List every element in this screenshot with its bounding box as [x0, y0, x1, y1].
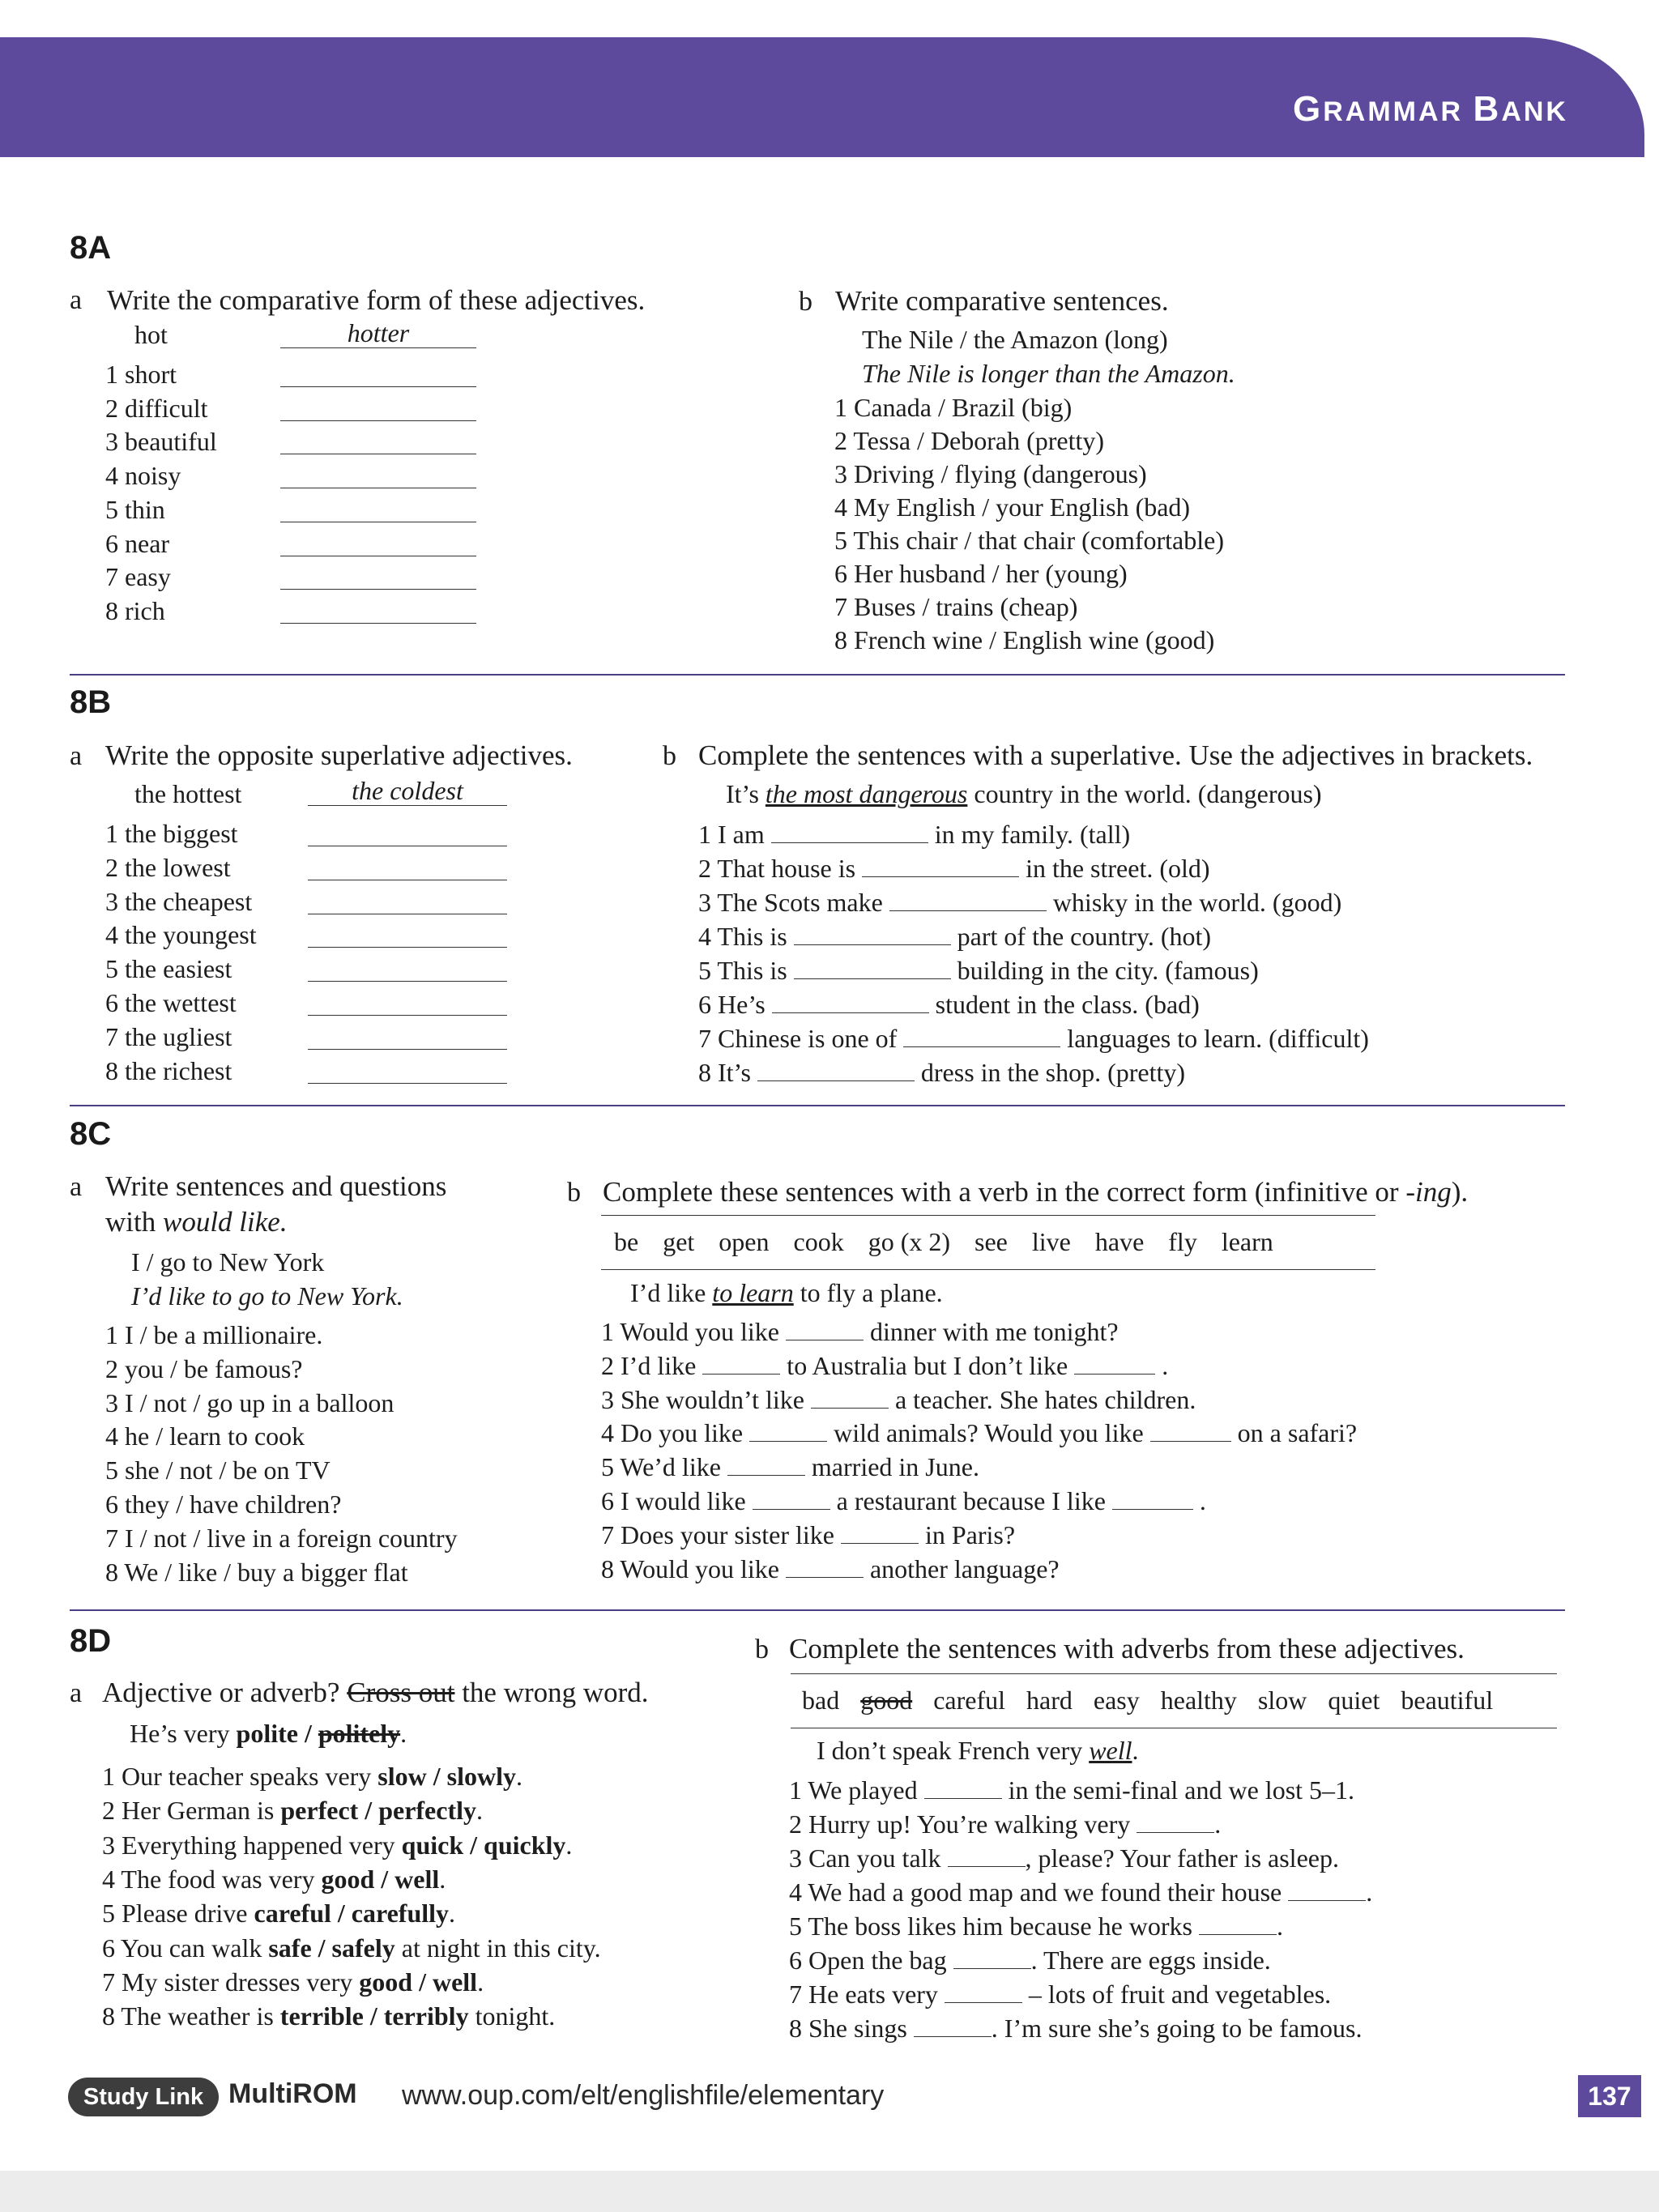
list-item: [698, 1024, 1369, 1054]
answer-blank[interactable]: [948, 1845, 1026, 1867]
list-item: 5 the easiest: [105, 954, 232, 984]
example-answer: the most dangerous: [765, 779, 968, 808]
answer-line[interactable]: [280, 487, 476, 488]
answer-blank[interactable]: [889, 889, 1047, 911]
list-item: 8 We / like / buy a bigger flat: [105, 1557, 408, 1587]
item-text: .: [1199, 1486, 1206, 1515]
example-answer: the coldest: [308, 776, 507, 806]
word-box-item: see: [975, 1227, 1008, 1256]
example-prompt: The Nile / the Amazon (long): [862, 325, 1168, 354]
study-link-badge: Study Link: [68, 2078, 219, 2116]
item-text: in the semi-final and we lost 5–1.: [1008, 1775, 1355, 1805]
option-word: quick: [401, 1830, 464, 1860]
item-text: 5 This is: [698, 956, 787, 985]
list-item: 6 they / have children?: [105, 1490, 342, 1519]
answer-line[interactable]: [308, 1048, 507, 1050]
list-item: 3 the cheapest: [105, 886, 253, 916]
list-item: [102, 1865, 446, 1894]
item-text: 8 The weather is: [102, 2001, 280, 2031]
answer-blank[interactable]: [1150, 1420, 1231, 1442]
item-text: a teacher. She hates children.: [894, 1384, 1196, 1414]
item-text: 3 Everything happened very: [102, 1830, 402, 1860]
item-text: part of the country. (hot): [957, 922, 1212, 951]
item-text: wild animals? Would you like: [834, 1418, 1144, 1448]
example-sentence: I’d like to learn to fly a plane.: [630, 1278, 943, 1307]
answer-line[interactable]: [280, 555, 476, 556]
answer-blank[interactable]: [924, 1777, 1002, 1799]
answer-blank[interactable]: [702, 1353, 780, 1375]
exercise-instruction: Write sentences and questions: [105, 1170, 447, 1202]
word-box-item: careful: [933, 1686, 1006, 1715]
list-item: [789, 1980, 1331, 2010]
item-text: .: [565, 1830, 573, 1860]
list-item: [789, 1843, 1339, 1873]
item-text: 6 He’s: [698, 990, 766, 1019]
list-item: 2 Tessa / Deborah (pretty): [834, 426, 1105, 455]
exercise-instruction: Write the opposite superlative adjectives.: [105, 739, 573, 771]
option-separator: /: [412, 1967, 433, 1997]
item-text: 1 Our teacher speaks very: [102, 1762, 378, 1791]
answer-line[interactable]: [308, 845, 507, 846]
list-item: [789, 1775, 1354, 1805]
item-text: 7 My sister dresses very: [102, 1967, 360, 1997]
list-item: [601, 1351, 1168, 1381]
list-item: 6 Her husband / her (young): [834, 559, 1128, 588]
list-item: [789, 1946, 1271, 1975]
item-text: in Paris?: [924, 1519, 1016, 1549]
exercise-instruction-line-2: with would like.: [105, 1206, 288, 1238]
exercise-instruction: Write comparative sentences.: [835, 285, 1169, 317]
option-word: well: [394, 1864, 440, 1894]
scan-edge-shade: [0, 2171, 1659, 2212]
section-divider: [70, 674, 1565, 676]
list-item: 7 easy: [105, 562, 171, 592]
example-answer: I’d like to go to New York.: [131, 1281, 403, 1311]
item-text: 1 We played: [789, 1775, 918, 1805]
word-box-item: good: [860, 1686, 913, 1715]
list-item: 3 Driving / flying (dangerous): [834, 459, 1147, 488]
exercise-letter: b: [799, 287, 812, 317]
list-item: 1 short: [105, 360, 177, 389]
answer-blank[interactable]: [786, 1319, 864, 1340]
word-box-item: have: [1094, 1227, 1145, 1256]
list-item: 1 the biggest: [105, 819, 238, 848]
item-text: .: [515, 1762, 522, 1791]
footer-url[interactable]: www.oup.com/elt/englishfile/elementary: [402, 2080, 885, 2111]
answer-line[interactable]: [308, 980, 507, 982]
list-item: [601, 1418, 1357, 1448]
answer-blank[interactable]: [953, 1947, 1031, 1969]
option-separator: /: [358, 1796, 379, 1826]
list-item: [601, 1520, 1015, 1550]
item-text: 8 Would you like: [601, 1554, 779, 1583]
list-item: [698, 956, 1259, 986]
item-text: 6 I would like: [601, 1486, 746, 1515]
list-item: [698, 888, 1341, 918]
list-item: 4 noisy: [105, 461, 181, 491]
item-text: student in the class. (bad): [935, 990, 1200, 1019]
item-text: building in the city. (famous): [957, 956, 1259, 985]
item-text: another language?: [869, 1554, 1060, 1583]
item-text: languages to learn. (difficult): [1067, 1024, 1369, 1053]
example-word: hot: [134, 320, 168, 349]
option-word: perfect: [280, 1796, 359, 1826]
page-number: 137: [1578, 2075, 1641, 2117]
example-word: the hottest: [134, 779, 242, 808]
option-word: well: [432, 1967, 478, 1997]
answer-line[interactable]: [308, 1014, 507, 1016]
option-word: carefully: [351, 1899, 450, 1929]
word-box: [791, 1673, 1557, 1728]
item-text: 3 Can you talk: [789, 1843, 941, 1873]
word-box-item: beautiful: [1401, 1686, 1494, 1715]
word-box-item: cook: [793, 1227, 844, 1256]
list-item: [789, 1809, 1221, 1839]
list-item: 8 French wine / English wine (good): [834, 625, 1215, 654]
answer-blank[interactable]: [794, 957, 951, 979]
option-word: slow: [377, 1762, 427, 1791]
item-text: a restaurant because I like: [836, 1486, 1106, 1515]
exercise-instruction: Complete the sentences with adverbs from these adjectives.: [789, 1633, 1465, 1664]
item-text: whisky in the world. (good): [1052, 888, 1342, 917]
example-prompt: I / go to New York: [131, 1247, 325, 1276]
list-item: [698, 990, 1200, 1020]
example-answer: The Nile is longer than the Amazon.: [862, 359, 1235, 388]
option-word: slowly: [446, 1762, 516, 1791]
list-item: [102, 1967, 484, 1997]
item-text: 2 Her German is: [102, 1796, 281, 1826]
answer-blank[interactable]: [811, 1387, 889, 1409]
exercise-letter: a: [70, 285, 83, 315]
item-text: tonight.: [468, 2001, 556, 2031]
answer-blank[interactable]: [1137, 1811, 1214, 1833]
list-item: 2 the lowest: [105, 852, 231, 882]
item-text: 8 She sings: [789, 2014, 907, 2043]
option-word: good: [321, 1864, 375, 1894]
option-word: careful: [254, 1899, 331, 1929]
list-item: [698, 1058, 1185, 1088]
answer-line[interactable]: [280, 453, 476, 454]
exercise-instruction: Complete these sentences with a verb in the correct form (infinitive or -ing).: [603, 1176, 1469, 1208]
answer-blank[interactable]: [914, 2015, 992, 2037]
answer-blank[interactable]: [794, 923, 951, 945]
answer-line[interactable]: [308, 913, 507, 914]
list-item: [102, 1831, 572, 1860]
section-title-8d: 8D: [70, 1623, 112, 1659]
option-word: good: [359, 1967, 413, 1997]
item-text: 1 Would you like: [601, 1317, 779, 1346]
list-item: [789, 1912, 1283, 1941]
item-text: – lots of fruit and vegetables.: [1028, 1980, 1332, 2009]
option-separator: /: [463, 1830, 484, 1860]
option-separator: /: [311, 1933, 332, 1963]
word-box-item: live: [1031, 1227, 1071, 1256]
answer-line[interactable]: [308, 946, 507, 948]
item-text: , please? Your father is asleep.: [1025, 1843, 1339, 1873]
item-text: 8 It’s: [698, 1058, 751, 1087]
list-item: [601, 1554, 1060, 1584]
list-item: [698, 820, 1130, 850]
list-item: 5 she / not / be on TV: [105, 1455, 331, 1485]
list-item: [698, 854, 1210, 884]
item-text: 5 We’d like: [601, 1452, 721, 1482]
list-item: 7 Buses / trains (cheap): [834, 592, 1078, 621]
answer-blank[interactable]: [903, 1025, 1060, 1047]
answer-blank[interactable]: [945, 1981, 1022, 2003]
item-text: 5 Please drive: [102, 1899, 254, 1929]
section-title-8c: 8C: [70, 1116, 112, 1152]
item-text: 2 That house is: [698, 854, 856, 883]
option-separator: /: [374, 1864, 395, 1894]
answer-blank[interactable]: [1199, 1913, 1277, 1935]
exercise-instruction: Complete the sentences with a superlative. Use the adjectives in brackets.: [698, 739, 1533, 771]
list-item: 1 Canada / Brazil (big): [834, 393, 1073, 422]
list-item: 2 difficult: [105, 393, 208, 423]
answer-blank[interactable]: [1288, 1879, 1366, 1901]
item-text: 1 I am: [698, 820, 765, 849]
answer-blank[interactable]: [757, 1059, 915, 1081]
list-item: 2 you / be famous?: [105, 1353, 303, 1383]
list-item: 6 the wettest: [105, 988, 237, 1017]
option-word: perfectly: [378, 1796, 476, 1826]
item-text: 4 The food was very: [102, 1864, 322, 1894]
item-text: dinner with me tonight?: [869, 1317, 1119, 1346]
list-item: 4 he / learn to cook: [105, 1421, 305, 1451]
option-word: safely: [331, 1933, 395, 1963]
list-item: 6 near: [105, 528, 170, 558]
list-item: [102, 1899, 455, 1929]
item-text: .: [476, 1796, 483, 1826]
example-sentence: He’s very polite / politely.: [130, 1719, 407, 1748]
list-item: 5 This chair / that chair (comfortable): [834, 526, 1224, 555]
list-item: 7 the ugliest: [105, 1021, 232, 1051]
item-text: .: [477, 1967, 484, 1997]
option-separator: /: [331, 1899, 352, 1929]
exercise-letter: a: [70, 1678, 83, 1708]
item-text: on a safari?: [1237, 1418, 1358, 1448]
item-text: .: [449, 1899, 456, 1929]
option-word: terrible: [279, 2001, 364, 2031]
exercise-letter: b: [755, 1634, 769, 1664]
item-text: in the street. (old): [1026, 854, 1210, 883]
section-title-8a: 8A: [70, 230, 112, 266]
section-divider: [70, 1105, 1565, 1106]
item-text: 5 The boss likes him because he works: [789, 1912, 1192, 1941]
answer-line[interactable]: [280, 386, 476, 387]
word-box: [601, 1215, 1375, 1270]
word-box-item: easy: [1093, 1686, 1140, 1715]
answer-blank[interactable]: [772, 991, 929, 1013]
answer-line[interactable]: [280, 521, 476, 522]
list-item: 8 rich: [105, 595, 165, 625]
item-text: 4 We had a good map and we found their house: [789, 1877, 1282, 1907]
list-item: [698, 922, 1211, 952]
word-box-item: get: [663, 1227, 695, 1256]
word-box-item: hard: [1026, 1686, 1073, 1715]
option-word: safe: [268, 1933, 312, 1963]
word-box-item: learn: [1221, 1227, 1273, 1256]
word-box-item: be: [614, 1227, 639, 1256]
list-item: [601, 1385, 1196, 1415]
exercise-letter: a: [70, 741, 83, 771]
answer-blank[interactable]: [771, 821, 928, 843]
item-text: 2 I’d like: [601, 1350, 697, 1380]
answer-blank[interactable]: [1112, 1488, 1193, 1510]
section-title-8b: 8B: [70, 684, 112, 720]
example-sentence: It’s the most dangerous country in the world. (dangerous): [726, 779, 1322, 808]
list-item: 3 beautiful: [105, 427, 217, 457]
list-item: [102, 1762, 522, 1792]
item-text: 3 She wouldn’t like: [601, 1384, 804, 1414]
word-box-item: slow: [1257, 1686, 1307, 1715]
answer-blank[interactable]: [749, 1420, 827, 1442]
item-text: 4 This is: [698, 922, 787, 951]
item-text: .: [1214, 1809, 1222, 1839]
example-sentence: I don’t speak French very well.: [817, 1736, 1139, 1765]
list-item: 5 thin: [105, 494, 165, 524]
word-box-item: healthy: [1160, 1686, 1237, 1715]
item-text: married in June.: [811, 1452, 979, 1482]
list-item: [601, 1452, 979, 1482]
item-text: dress in the shop. (pretty): [920, 1058, 1186, 1087]
answer-blank[interactable]: [727, 1454, 805, 1476]
answer-blank[interactable]: [1074, 1353, 1155, 1375]
list-item: [102, 2001, 555, 2031]
item-text: at night in this city.: [394, 1933, 601, 1963]
list-item: [601, 1486, 1206, 1516]
item-text: .: [1366, 1877, 1373, 1907]
item-text: 7 Chinese is one of: [698, 1024, 898, 1053]
example-answer: well: [1089, 1736, 1132, 1765]
answer-blank[interactable]: [786, 1556, 864, 1578]
list-item: [102, 1933, 601, 1963]
item-text: 7 Does your sister like: [601, 1519, 834, 1549]
exercise-letter: b: [663, 741, 676, 771]
item-text: .: [1162, 1350, 1169, 1380]
page-header-title: GRAMMAR BANK: [1293, 89, 1568, 129]
item-text: 3 The Scots make: [698, 888, 883, 917]
answer-line[interactable]: [280, 420, 476, 421]
list-item: [789, 1877, 1372, 1907]
exercise-letter: b: [567, 1178, 581, 1208]
item-text: . There are eggs inside.: [1030, 1946, 1271, 1975]
item-text: .: [439, 1864, 446, 1894]
item-text: . I’m sure she’s going to be famous.: [991, 2014, 1363, 2043]
item-text: 7 He eats very: [789, 1980, 938, 2009]
answer-line[interactable]: [308, 879, 507, 880]
option-word: terribly: [383, 2001, 469, 2031]
list-item: 4 the youngest: [105, 920, 257, 950]
word-box-item: open: [719, 1227, 770, 1256]
multirom-label: MultiROM: [228, 2078, 357, 2109]
answer-line[interactable]: [280, 588, 476, 590]
word-box-item: bad: [802, 1686, 840, 1715]
item-text: 6 Open the bag: [789, 1946, 947, 1975]
section-divider: [70, 1609, 1565, 1611]
item-text: .: [1276, 1912, 1283, 1941]
item-text: 2 Hurry up! You’re walking very: [789, 1809, 1131, 1839]
example-answer: hotter: [280, 318, 476, 348]
list-item: [789, 2014, 1363, 2044]
exercise-letter: a: [70, 1172, 83, 1202]
answer-blank[interactable]: [862, 855, 1019, 877]
list-item: 1 I / be a millionaire.: [105, 1320, 323, 1349]
word-box-item: quiet: [1328, 1686, 1380, 1715]
list-item: [601, 1317, 1119, 1347]
word-box-item: fly: [1168, 1227, 1197, 1256]
answer-line[interactable]: [280, 622, 476, 624]
item-text: in my family. (tall): [934, 820, 1131, 849]
item-text: to Australia but I don’t like: [787, 1350, 1068, 1380]
answer-blank[interactable]: [841, 1522, 919, 1544]
word-box-item: go (x 2): [868, 1227, 951, 1256]
exercise-instruction: Write the comparative form of these adjectives.: [107, 284, 646, 316]
item-text: 6 You can walk: [102, 1933, 269, 1963]
answer-line[interactable]: [308, 1082, 507, 1084]
list-item: 7 I / not / live in a foreign country: [105, 1523, 458, 1553]
list-item: [102, 1796, 483, 1826]
example-answer: to learn: [712, 1278, 794, 1307]
option-word: quickly: [484, 1830, 566, 1860]
list-item: 3 I / not / go up in a balloon: [105, 1387, 394, 1417]
item-text: 4 Do you like: [601, 1418, 744, 1448]
list-item: 4 My English / your English (bad): [834, 492, 1191, 522]
list-item: 8 the richest: [105, 1055, 232, 1085]
answer-blank[interactable]: [753, 1488, 830, 1510]
exercise-instruction: Adjective or adverb? Cross out the wrong word.: [102, 1677, 649, 1708]
option-separator: /: [426, 1762, 447, 1791]
option-separator: /: [363, 2001, 384, 2031]
